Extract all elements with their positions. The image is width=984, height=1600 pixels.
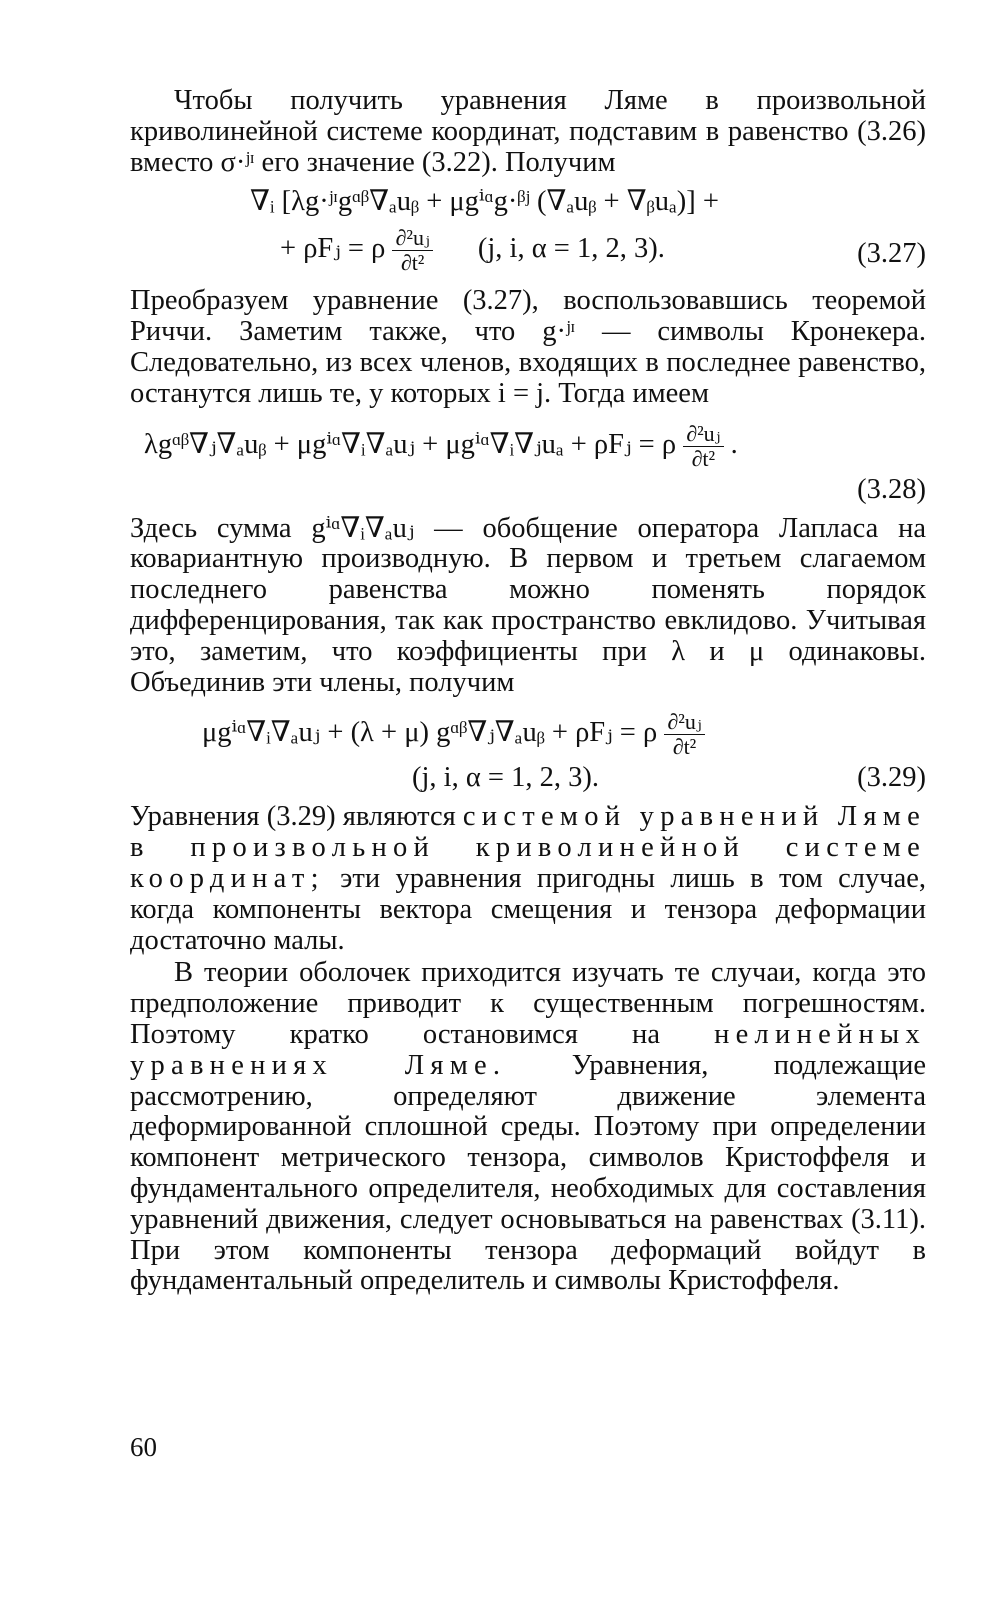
equation-number-3-29: (3.29): [857, 762, 926, 794]
paragraph-1: Чтобы получить уравнения Ляме в произвольной криволинейной системе координат, подставим в равенство (3.26) вместо σ·ʲᶦ его значение (3.22). Получим: [130, 85, 926, 178]
equation-3-28: λgᵅᵝ∇ⱼ∇ₐuᵦ + μgⁱᵅ∇ᵢ∇ₐuⱼ + μgⁱᵅ∇ᵢ∇ⱼuₐ + ρFⱼ = ρ $\frac{\text{∂²uⱼ}}{\text{∂t²}}$ .: [144, 420, 738, 471]
equation-3-29: [130, 706, 926, 762]
paragraph-5: В теории оболочек приходится изучать те случаи, когда это предположение приводит к существенным погрешностям. Поэтому кратко остановимся на нелинейных уравнениях Ляме. Уравнения, подлежащие рассмотрению, определяют движение элемента деформированной сплошной среды. Поэтому при определении компонент метрического тензора, символов Кристоффеля и фундаментального определителя, необходимых для составления уравнений движения, следует основываться на равенствах (3.11). При этом компоненты тензора деформаций войдут в фундаментальный определитель и символы Кристоффеля.: [130, 957, 926, 1297]
eq329-body: μgⁱᵅ∇ᵢ∇ₐuⱼ + (λ + μ) gᵅᵝ∇ⱼ∇ₐuᵦ + ρFⱼ = ρ: [202, 717, 658, 749]
eq327-lhs: + ρFⱼ = ρ: [280, 233, 386, 265]
equation-3-27-line-2: [130, 220, 926, 280]
equation-number-3-28: (3.28): [857, 473, 926, 505]
eq329-fraction: $\frac{\text{∂²uⱼ}}{\text{∂t²}}$: [664, 710, 704, 759]
paragraph-3: Здесь сумма gⁱᵅ∇ᵢ∇ₐuⱼ — обобщение оператора Лапласа на ковариантную производную. В первом и третьем слагаемом последнего равенства можно поменять порядок дифференцирования, так как пространство евклидово. Учитывая это, заметим, что коэффициенты при λ и μ одинаковы. Объединив эти члены, получим: [130, 512, 926, 698]
page-number: 60: [130, 1432, 157, 1462]
emphasis-spaced: системой уравнений Ляме в произвольной криволинейной системе координат;: [130, 801, 926, 894]
equation-3-27-line-1: ∇ᵢ [λg·ʲᶦgᵅᵝ∇ₐuᵦ + μgⁱᵅg·ᵝʲ (∇ₐuᵦ + ∇ᵦuₐ)] +: [250, 186, 719, 218]
paragraph-2: Преобразуем уравнение (3.27), воспользовавшись теоремой Риччи. Заметим также, что g·ʲᶦ — символы Кронекера. Следовательно, из всех членов, входящих в последнее равенство, останутся лишь те, у которых i = j. Тогда имеем: [130, 285, 926, 409]
equation-number-3-27: (3.27): [857, 238, 926, 270]
equation-3-29-line-2: [130, 762, 926, 798]
eq327-fraction: $\frac{\text{∂²uⱼ}}{\text{∂t²}}$: [392, 226, 432, 275]
emphasis-spaced: нелинейных уравнениях Ляме.: [130, 1018, 926, 1081]
eq329-condition: (j, i, α = 1, 2, 3).: [412, 762, 599, 794]
eq327-condition: (j, i, α = 1, 2, 3).: [477, 233, 665, 265]
equation-3-28-number-line: [130, 474, 926, 508]
page-content: [130, 86, 926, 1297]
eq328-body: λgᵅᵝ∇ⱼ∇ₐuᵦ + μgⁱᵅ∇ᵢ∇ₐuⱼ + μgⁱᵅ∇ᵢ∇ⱼuₐ + ρFⱼ = ρ: [144, 428, 677, 460]
paragraph-4: Уравнения (3.29) являются системой уравнений Ляме в произвольной криволинейной системе координат; эти уравнения пригодны лишь в том случае, когда компоненты вектора смещения и тензора деформации достаточно малы.: [130, 801, 927, 956]
eq328-fraction: $\frac{\text{∂²uⱼ}}{\text{∂t²}}$: [683, 422, 723, 471]
